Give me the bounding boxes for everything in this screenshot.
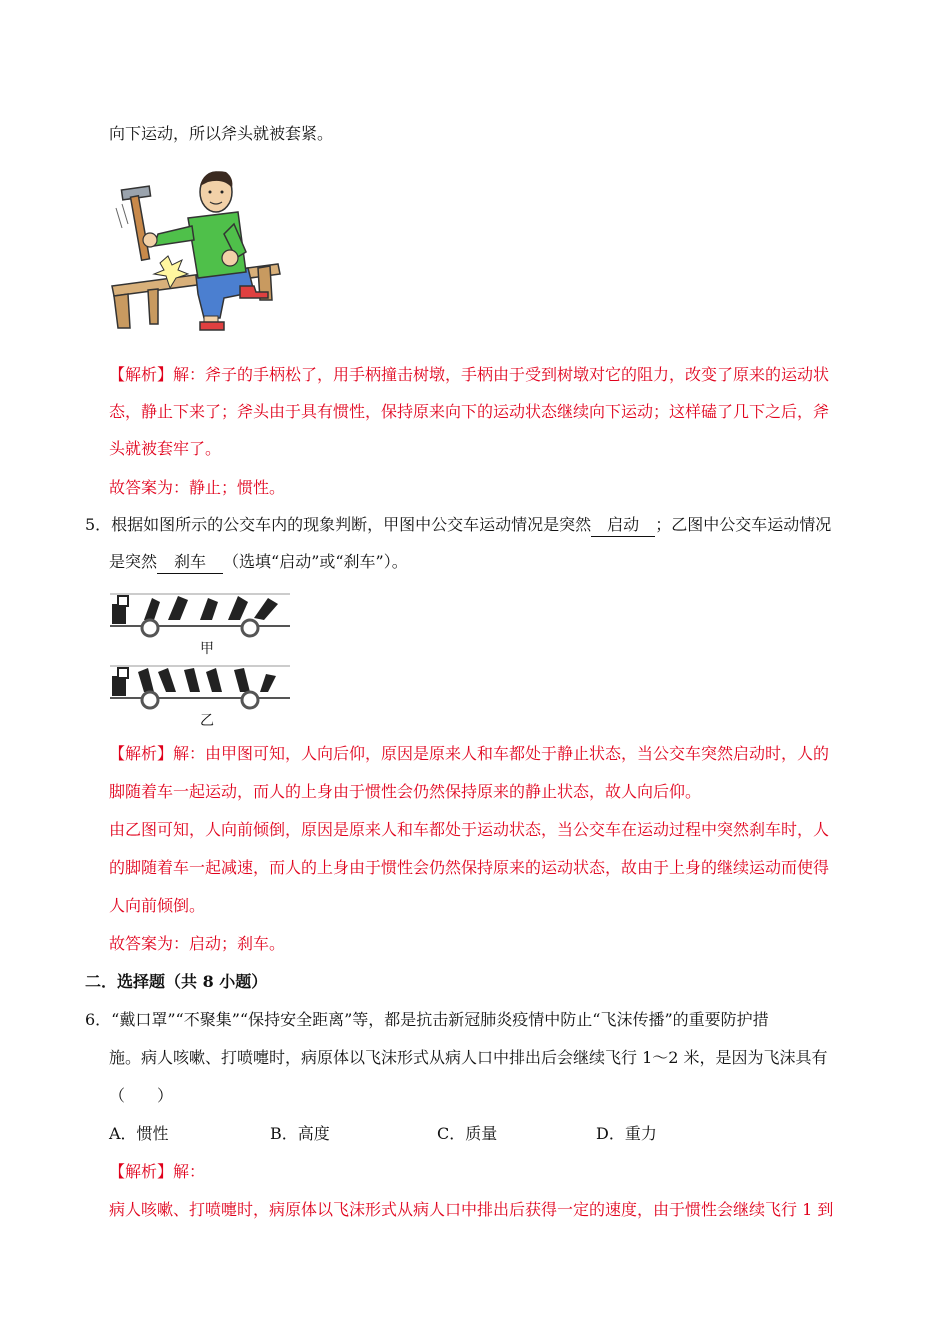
question-6-line-2: 施。病人咳嗽、打喷嚏时，病原体以飞沫形式从病人口中排出后会继续飞行 1～2 米，是因为飞沫具有 — [109, 1048, 828, 1067]
option-b: B．高度 — [270, 1124, 330, 1143]
analysis-line: 人向前倾倒。 — [109, 896, 206, 915]
analysis-line: 病人咳嗽、打喷嚏时，病原体以飞沫形式从病人口中排出后获得一定的速度，由于惯性会继续飞行 1 到 — [109, 1200, 834, 1219]
option-c: C．质量 — [437, 1124, 498, 1143]
section-heading: 二．选择题（共 8 小题） — [85, 972, 268, 991]
question-text: ；乙图中公交车运动情况 — [655, 515, 832, 534]
bus-figure-start — [108, 590, 292, 638]
question-text: （选填“启动”或“刹车”）。 — [223, 552, 408, 571]
answer-line: 故答案为：静止；惯性。 — [109, 478, 286, 497]
answer-blank-2: 刹车 — [157, 551, 223, 574]
hammer-man-illustration — [108, 168, 284, 334]
analysis-line: 由乙图可知，人向前倾倒，原因是原来人和车都处于运动状态，当公交车在运动过程中突然刹车时，人 — [109, 820, 830, 839]
analysis-line: 的脚随着车一起减速，而人的上身由于惯性会仍然保持原来的运动状态，故由于上身的继续运动而使得 — [109, 858, 830, 877]
answer-blank-1: 启动 — [591, 514, 655, 537]
text-line: 向下运动，所以斧头就被套紧。 — [109, 124, 334, 143]
answer-line: 故答案为：启动；刹车。 — [109, 934, 286, 953]
question-text: 是突然 — [109, 552, 158, 571]
question-5-line-1 — [85, 514, 831, 537]
question-text: 5．根据如图所示的公交车内的现象判断，甲图中公交车运动情况是突然 — [85, 515, 592, 534]
analysis-line: 【解析】解：斧子的手柄松了，用手柄撞击树墩，手柄由于受到树墩对它的阻力，改变了原来的运动状 — [109, 365, 830, 384]
question-5-line-2 — [109, 551, 408, 574]
question-6-line-1: 6．“戴口罩”“不聚集”“保持安全距离”等，都是抗击新冠肺炎疫情中防止“飞沫传播”的重要防护措 — [85, 1010, 769, 1029]
bus-caption-start: 甲 — [200, 641, 214, 657]
bus-caption-brake: 乙 — [200, 713, 214, 729]
bus-figure-brake — [108, 662, 292, 710]
analysis-line: 【解析】解： — [109, 1162, 206, 1181]
analysis-line: 头就被套牢了。 — [109, 439, 222, 458]
option-a: A．惯性 — [109, 1124, 169, 1143]
option-d: D．重力 — [596, 1124, 657, 1143]
analysis-line: 脚随着车一起运动，而人的上身由于惯性会仍然保持原来的静止状态，故人向后仰。 — [109, 782, 702, 801]
question-6-line-3: （ ） — [109, 1086, 174, 1105]
analysis-line: 【解析】解：由甲图可知，人向后仰，原因是原来人和车都处于静止状态，当公交车突然启动时，人的 — [109, 744, 830, 763]
analysis-line: 态，静止下来了；斧头由于具有惯性，保持原来向下的运动状态继续向下运动；这样磕了几下之后，斧 — [109, 402, 830, 421]
